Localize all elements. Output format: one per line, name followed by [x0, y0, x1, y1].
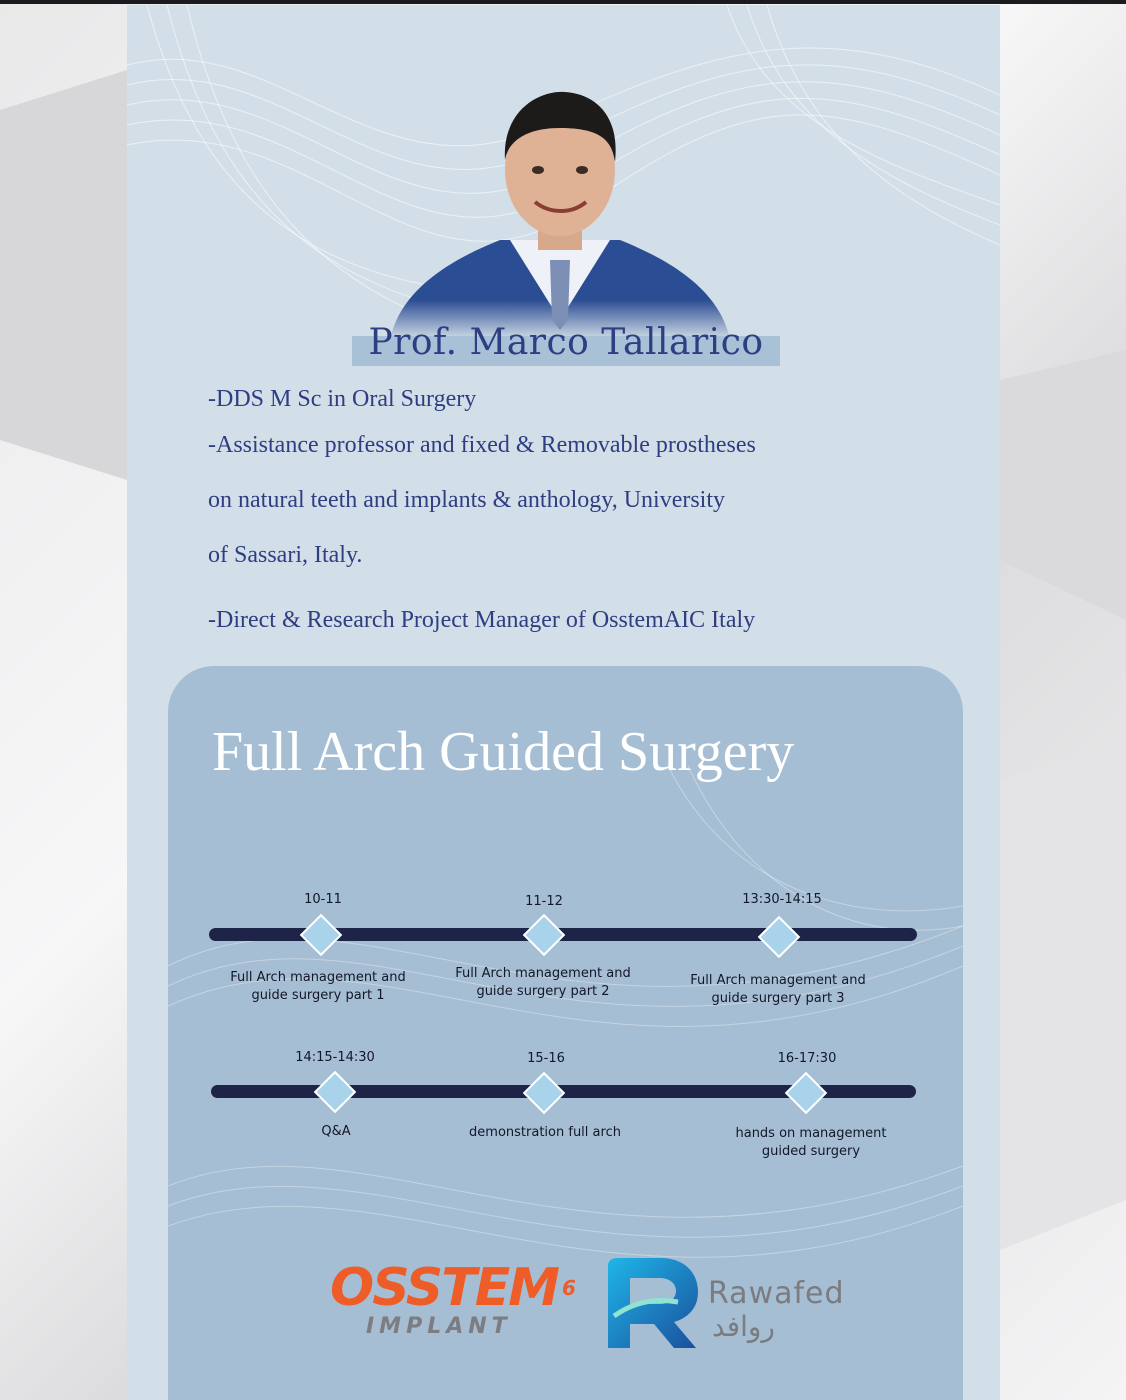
session-6-label: hands on management guided surgery [735, 1126, 887, 1159]
session-2-label: Full Arch management and guide surgery part 2 [455, 966, 631, 999]
osstem-logo-subtext: IMPLANT [366, 1314, 512, 1339]
bio-line-1: -DDS M Sc in Oral Surgery [208, 386, 477, 412]
bio-line-4: of Sassari, Italy. [208, 542, 363, 568]
session-5-label: demonstration full arch [469, 1125, 621, 1140]
session-3-time: 13:30-14:15 [742, 892, 822, 907]
session-4-time: 14:15-14:30 [295, 1050, 375, 1065]
course-title: Full Arch Guided Surgery [212, 721, 795, 783]
speaker-name: Prof. Marco Tallarico [368, 322, 764, 363]
session-6-time: 16-17:30 [777, 1051, 837, 1066]
session-3-label: Full Arch management and guide surgery part 3 [690, 973, 866, 1006]
rawafed-logo-text: Rawafed [708, 1276, 845, 1311]
osstem-implant-logo [330, 1258, 576, 1340]
osstem-logo-mark: 6 [562, 1276, 576, 1300]
top-edge [0, 0, 1126, 4]
bio-line-3: on natural teeth and implants & anthology, University [208, 487, 726, 513]
bio-line-5: -Direct & Research Project Manager of OsstemAIC Italy [208, 607, 756, 633]
session-1-time: 10-11 [304, 892, 342, 907]
session-2-time: 11-12 [525, 894, 563, 909]
session-5-time: 15-16 [527, 1051, 565, 1066]
bio-line-2: -Assistance professor and fixed & Removable prostheses [208, 432, 756, 458]
rawafed-r-icon [604, 1256, 704, 1352]
osstem-logo-text: OSSTEM [330, 1258, 558, 1318]
speaker-photo [390, 90, 730, 340]
session-1-label: Full Arch management and guide surgery part 1 [230, 970, 406, 1003]
session-4-label: Q&A [321, 1124, 351, 1139]
portrait-illustration [390, 90, 730, 340]
rawafed-logo-arabic: روافد [712, 1310, 775, 1343]
